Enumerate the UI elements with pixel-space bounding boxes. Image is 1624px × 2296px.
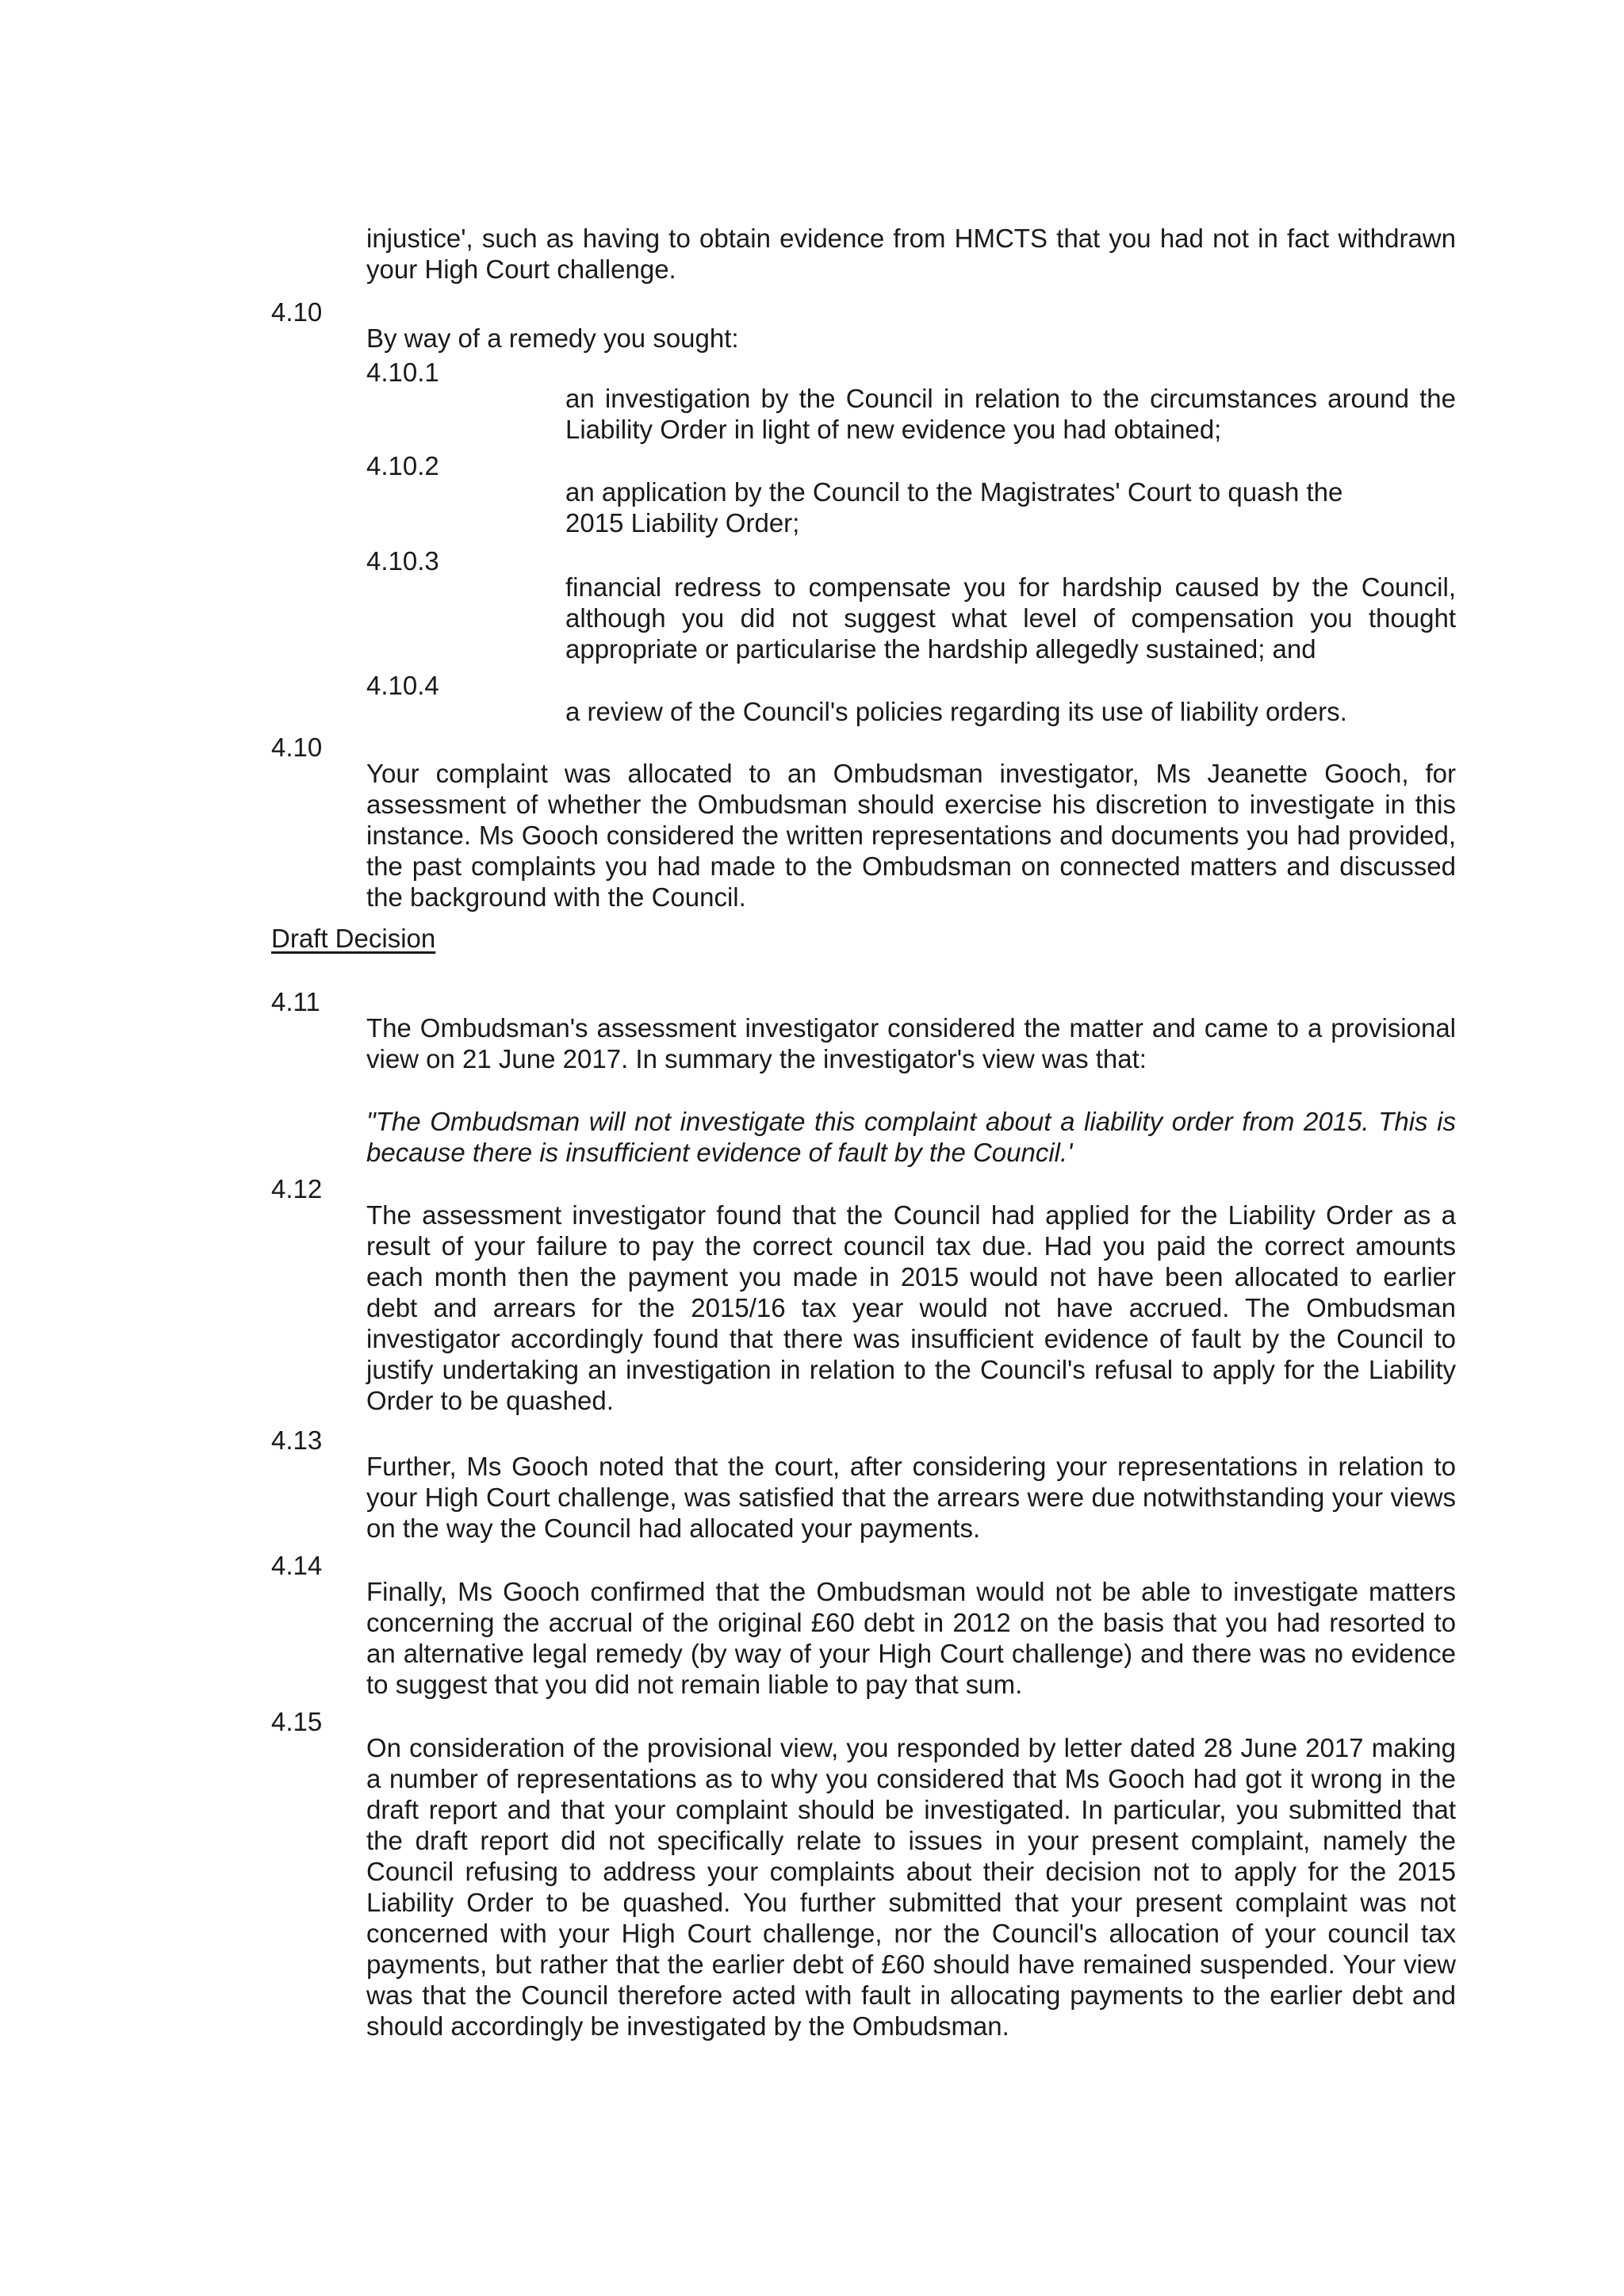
paragraph-number: 4.12 — [271, 1174, 323, 1203]
paragraph-number: 4.10 — [271, 297, 323, 327]
paragraph-text: The assessment investigator found that the Council had applied for the Liability Order as a result of your failure to pay the correct council tax due. Had you paid the correct amounts each month then the payment you made in 2015 would not have been allocated to earlier debt and arrears for the 2015/16 tax year would not have accrued. The Ombudsman investigator accordingly found that there was insufficient evidence of fault by the Council to justify undertaking an investigation in relation to the Council's refusal to apply for the Liability Order to be quashed. — [366, 1200, 1456, 1415]
section-heading: Draft Decision — [271, 924, 436, 953]
paragraph-text: By way of a remedy you sought: — [366, 323, 739, 353]
sub-paragraph-number: 4.10.3 — [366, 546, 439, 576]
sub-paragraph-text: an investigation by the Council in relation to the circumstances around the Liability Order in light of new evidence you had obtained; — [565, 384, 1456, 444]
paragraph-number: 4.14 — [271, 1551, 323, 1580]
sub-paragraph-text: financial redress to compensate you for hardship caused by the Council, although you did not suggest what level of compensation you thought appropriate or particularise the hardship allegedly sustained; and — [565, 572, 1456, 664]
paragraph-text: On consideration of the provisional view, you responded by letter dated 28 June 2017 making a number of representations as to why you considered that Ms Gooch had got it wrong in the draft report and that your complaint should be investigated. In particular, you submitted that the draft report did not specifically relate to issues in your present complaint, namely the Council refusing to address your complaints about their decision not to apply for the 2015 Liability Order to be quashed. You further submitted that your present complaint was not concerned with your High Court challenge, nor the Council's allocation of your council tax payments, but rather that the earlier debt of £60 should have remained suspended. Your view was that the Council therefore acted with fault in allocating payments to the earlier debt and should accordingly be investigated by the Ombudsman. — [366, 1733, 1456, 2041]
sub-paragraph-number: 4.10.1 — [366, 358, 439, 387]
paragraph-text: The Ombudsman's assessment investigator considered the matter and came to a provisional view on 21 June 2017. In summary the investigator's view was that: — [366, 1013, 1456, 1073]
continuation-paragraph: injustice', such as having to obtain evidence from HMCTS that you had not in fact withdrawn your High Court challenge. — [366, 224, 1456, 284]
paragraph-number: 4.15 — [271, 1707, 323, 1736]
paragraph-number: 4.13 — [271, 1425, 323, 1455]
sub-paragraph-text: an application by the Council to the Magistrates' Court to quash the 2015 Liability Order; — [565, 477, 1343, 538]
paragraph-text: Further, Ms Gooch noted that the court, after considering your representations in relation to your High Court challenge, was satisfied that the arrears were due notwithstanding your views on the way the Council had allocated your payments. — [366, 1452, 1456, 1543]
sub-paragraph-text: a review of the Council's policies regarding its use of liability orders. — [565, 697, 1347, 726]
quoted-view: "The Ombudsman will not investigate this complaint about a liability order from 2015. This is because there is insufficient evidence of fault by the Council.' — [366, 1107, 1456, 1167]
paragraph-text: Your complaint was allocated to an Ombudsman investigator, Ms Jeanette Gooch, for assessment of whether the Ombudsman should exercise his discretion to investigate in this instance. Ms Gooch considered the written representations and documents you had provided, the past complaints you had made to the Ombudsman on connected matters and discussed the background with the Council. — [366, 759, 1456, 912]
paragraph-number: 4.11 — [271, 987, 320, 1016]
paragraph-text: Finally, Ms Gooch confirmed that the Ombudsman would not be able to investigate matters concerning the accrual of the original £60 debt in 2012 on the basis that you had resorted to an alternative legal remedy (by way of your High Court challenge) and there was no evidence to suggest that you did not remain liable to pay that sum. — [366, 1577, 1456, 1699]
sub-paragraph-number: 4.10.4 — [366, 671, 439, 700]
sub-paragraph-number: 4.10.2 — [366, 451, 439, 480]
paragraph-number: 4.10 — [271, 733, 323, 762]
